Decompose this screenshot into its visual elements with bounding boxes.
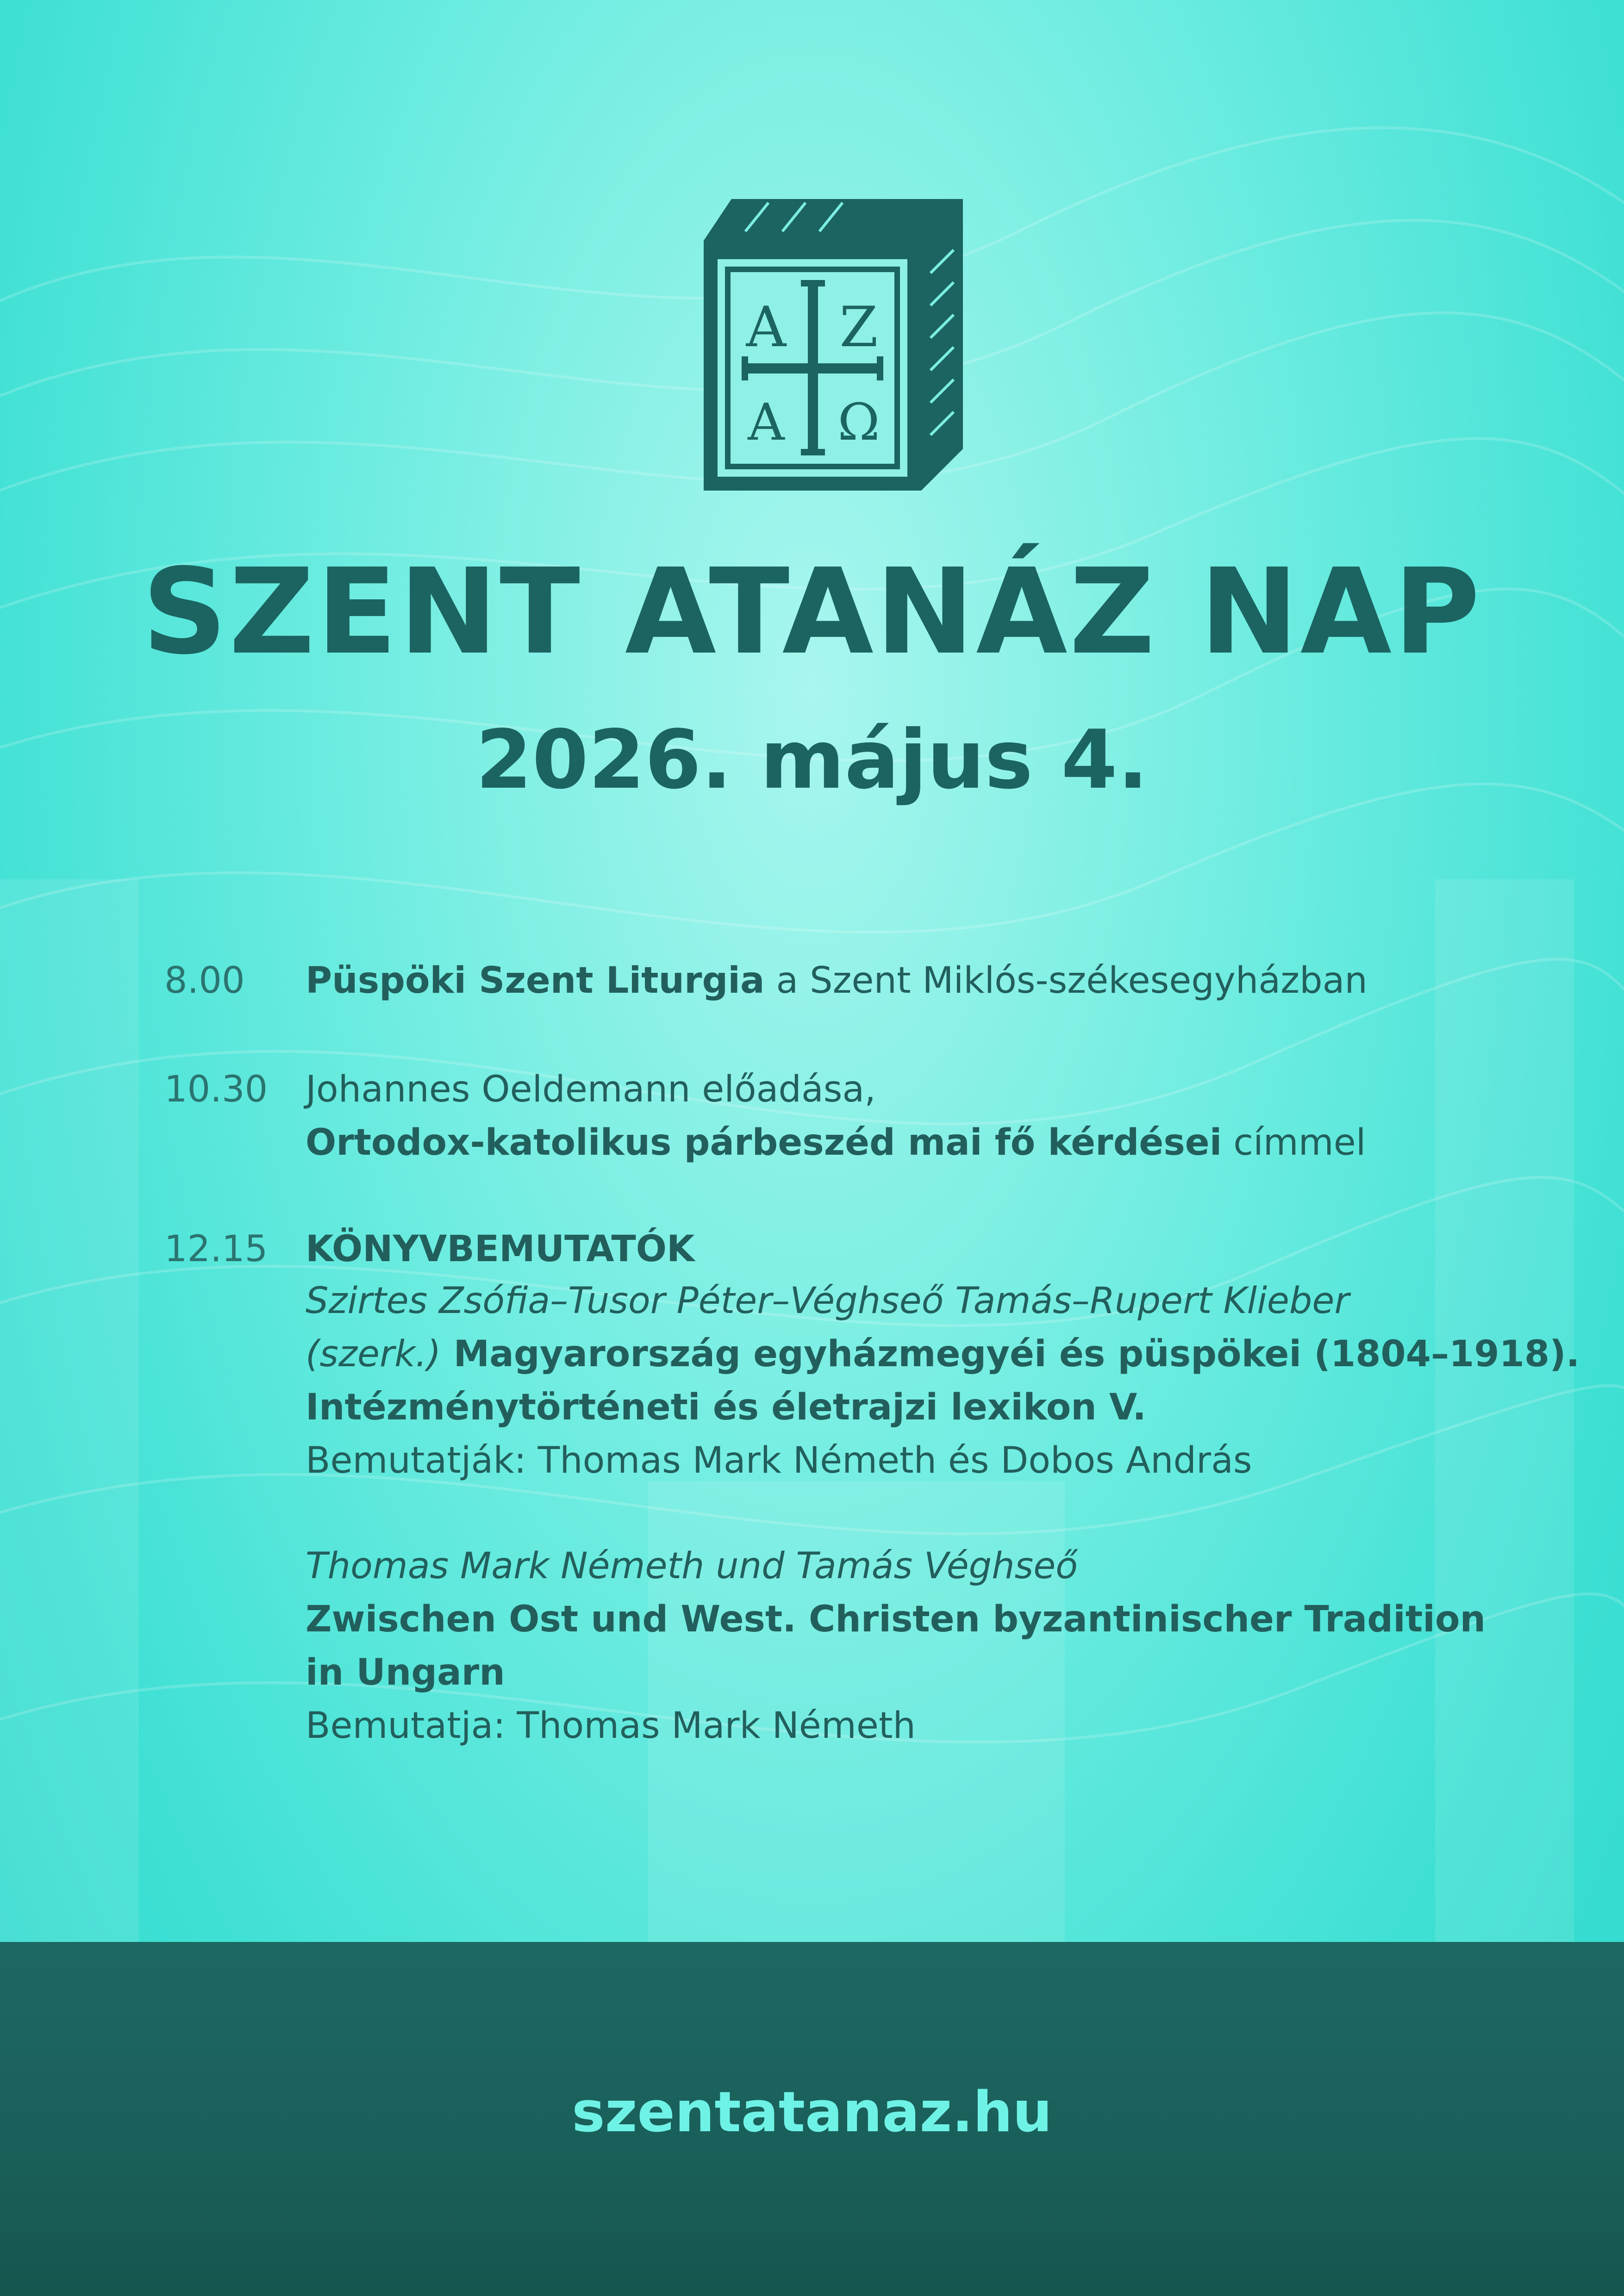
schedule-line <box>306 1333 1580 1375</box>
schedule-text: Ortodox-katolikus párbeszéd mai fő kérdései <box>306 1122 1222 1164</box>
schedule-time: 10.30 <box>164 1069 268 1110</box>
schedule-text: KÖNYVBEMUTATÓK <box>306 1228 695 1270</box>
schedule-line <box>306 1440 1252 1481</box>
schedule-text: Magyarország egyházmegyéi és püspökei (1804–1918). <box>441 1333 1580 1375</box>
schedule-line <box>306 1122 1366 1164</box>
schedule-line <box>306 1228 695 1270</box>
logo-letter: A <box>748 392 785 452</box>
schedule-text: Zwischen Ost und West. Christen byzantinischer Tradition <box>306 1599 1486 1640</box>
logo-letter: A <box>746 295 787 360</box>
schedule-time: 8.00 <box>164 960 245 1002</box>
logo-letter: Z <box>839 295 878 360</box>
schedule-line <box>306 1599 1486 1640</box>
schedule-line <box>306 1387 1146 1428</box>
schedule-text: Püspöki Szent Liturgia <box>306 960 765 1002</box>
schedule-text: Szirtes Zsófia–Tusor Péter–Véghseő Tamás–Rupert Klieber <box>306 1280 1349 1322</box>
schedule-line <box>306 1705 916 1747</box>
schedule-text: címmel <box>1222 1122 1366 1164</box>
schedule-text: Intézménytörténeti és életrajzi lexikon V. <box>306 1387 1146 1428</box>
event-date: 2026. május 4. <box>475 713 1149 807</box>
website-link[interactable]: szentatanaz.hu <box>572 2080 1052 2145</box>
schedule-time: 12.15 <box>164 1228 268 1270</box>
book-cross-icon <box>704 199 963 491</box>
schedule-text: (szerk.) <box>306 1333 441 1375</box>
schedule-line <box>306 1652 505 1693</box>
schedule-text: a Szent Miklós-székesegyházban <box>764 960 1368 1002</box>
schedule-line <box>306 960 1368 1002</box>
event-title: SZENT ATANÁZ NAP <box>142 543 1482 681</box>
schedule-text: Bemutatják: Thomas Mark Németh és Dobos András <box>306 1440 1252 1481</box>
logo-letter: Ω <box>837 392 880 452</box>
schedule-text: Bemutatja: Thomas Mark Németh <box>306 1705 916 1747</box>
schedule-line <box>306 1071 876 1108</box>
schedule-text: in Ungarn <box>306 1652 505 1693</box>
schedule-line <box>306 1280 1349 1322</box>
schedule-text: Thomas Mark Németh und Tamás Véghseő <box>306 1545 1078 1587</box>
schedule-line <box>306 1545 1078 1587</box>
schedule-text: Johannes Oeldemann előadása, <box>306 1069 876 1110</box>
